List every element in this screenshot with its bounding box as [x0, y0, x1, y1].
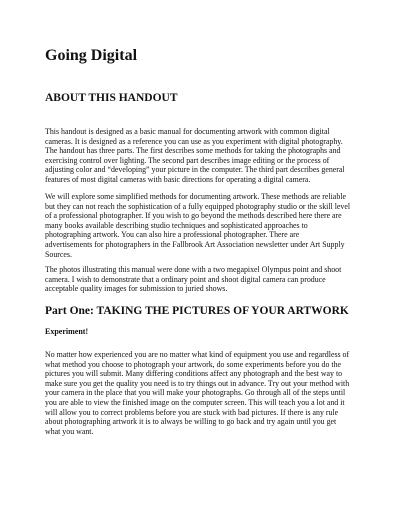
- text-line: pictures you will submit. Many differing conditions affect any photograph and the best way to: [45, 369, 343, 379]
- text-line: photographing artwork. You can also hire a professional photographer. There are: [45, 230, 300, 240]
- text-line: camera. I wish to demonstrate that a ordinary point and shoot digital camera can produce: [45, 274, 326, 284]
- text-line: of a professional photographer. If you wish to go beyond the methods described here there are: [45, 211, 342, 221]
- text-line: make sure you get the quality you need is to try things out in advance. Try out your method with: [45, 378, 350, 388]
- text-line: will allow you to correct problems before you are stuck with bad pictures. If there is any rule: [45, 407, 339, 417]
- document-title: Going Digital: [45, 47, 138, 64]
- section-heading-part-one: Part One: TAKING THE PICTURES OF YOUR ARTWORK: [45, 305, 349, 317]
- text-line: you are able to view the finished image on the computer screen. This will teach you a lot and it: [45, 397, 345, 407]
- text-line: The handout has three parts. The first describes some methods for taking the photographs and: [45, 146, 341, 156]
- text-line: acceptable quality images for submission to juried shows.: [45, 284, 228, 294]
- about-paragraph-1: [45, 127, 377, 185]
- text-line: what you want.: [45, 426, 94, 436]
- text-line: Sources.: [45, 249, 72, 259]
- experiment-paragraph: [45, 350, 377, 436]
- text-line: We will explore some simplified methods for documenting artwork. These methods are reliable: [45, 192, 346, 201]
- about-paragraph-2: [45, 192, 377, 259]
- text-line: what method you choose to photograph your artwork, do some experiments before you do the: [45, 359, 342, 369]
- text-line: features of most digital cameras with basic directions for operating a digital camera.: [45, 174, 311, 184]
- text-line: about photographing artwork it is to always be willing to go back and try again until you get: [45, 417, 337, 427]
- about-paragraph-3: [45, 265, 377, 294]
- section-heading-about: ABOUT THIS HANDOUT: [45, 92, 178, 104]
- text-line: cameras. It is designed as a reference you can use as you experiment with digital photography.: [45, 136, 343, 146]
- subheading-experiment: Experiment!: [45, 327, 89, 336]
- text-line: No matter how experienced you are no matter what kind of equipment you use and regardless of: [45, 350, 350, 359]
- text-line: your camera in the place that you will make your photographs. Go through all of the steps until: [45, 388, 346, 398]
- text-line: many books available describing studio techniques and sophisticated approaches to: [45, 220, 308, 230]
- text-line: exercising control over lighting. The second part describes image editing or the process of: [45, 155, 330, 165]
- text-line: This handout is designed as a basic manual for documenting artwork with common digital: [45, 127, 330, 136]
- text-line: The photos illustrating this manual were done with a two megapixel Olympus point and shoot: [45, 265, 342, 274]
- text-line: adjusting color and “developing” your picture in the computer. The third part describes general: [45, 165, 345, 175]
- text-line: advertisements for photographers in the Fallbrook Art Association newsletter under Art Supply: [45, 239, 345, 249]
- text-line: but they can not reach the sophistication of a fully equipped photography studio or the skill level: [45, 201, 351, 211]
